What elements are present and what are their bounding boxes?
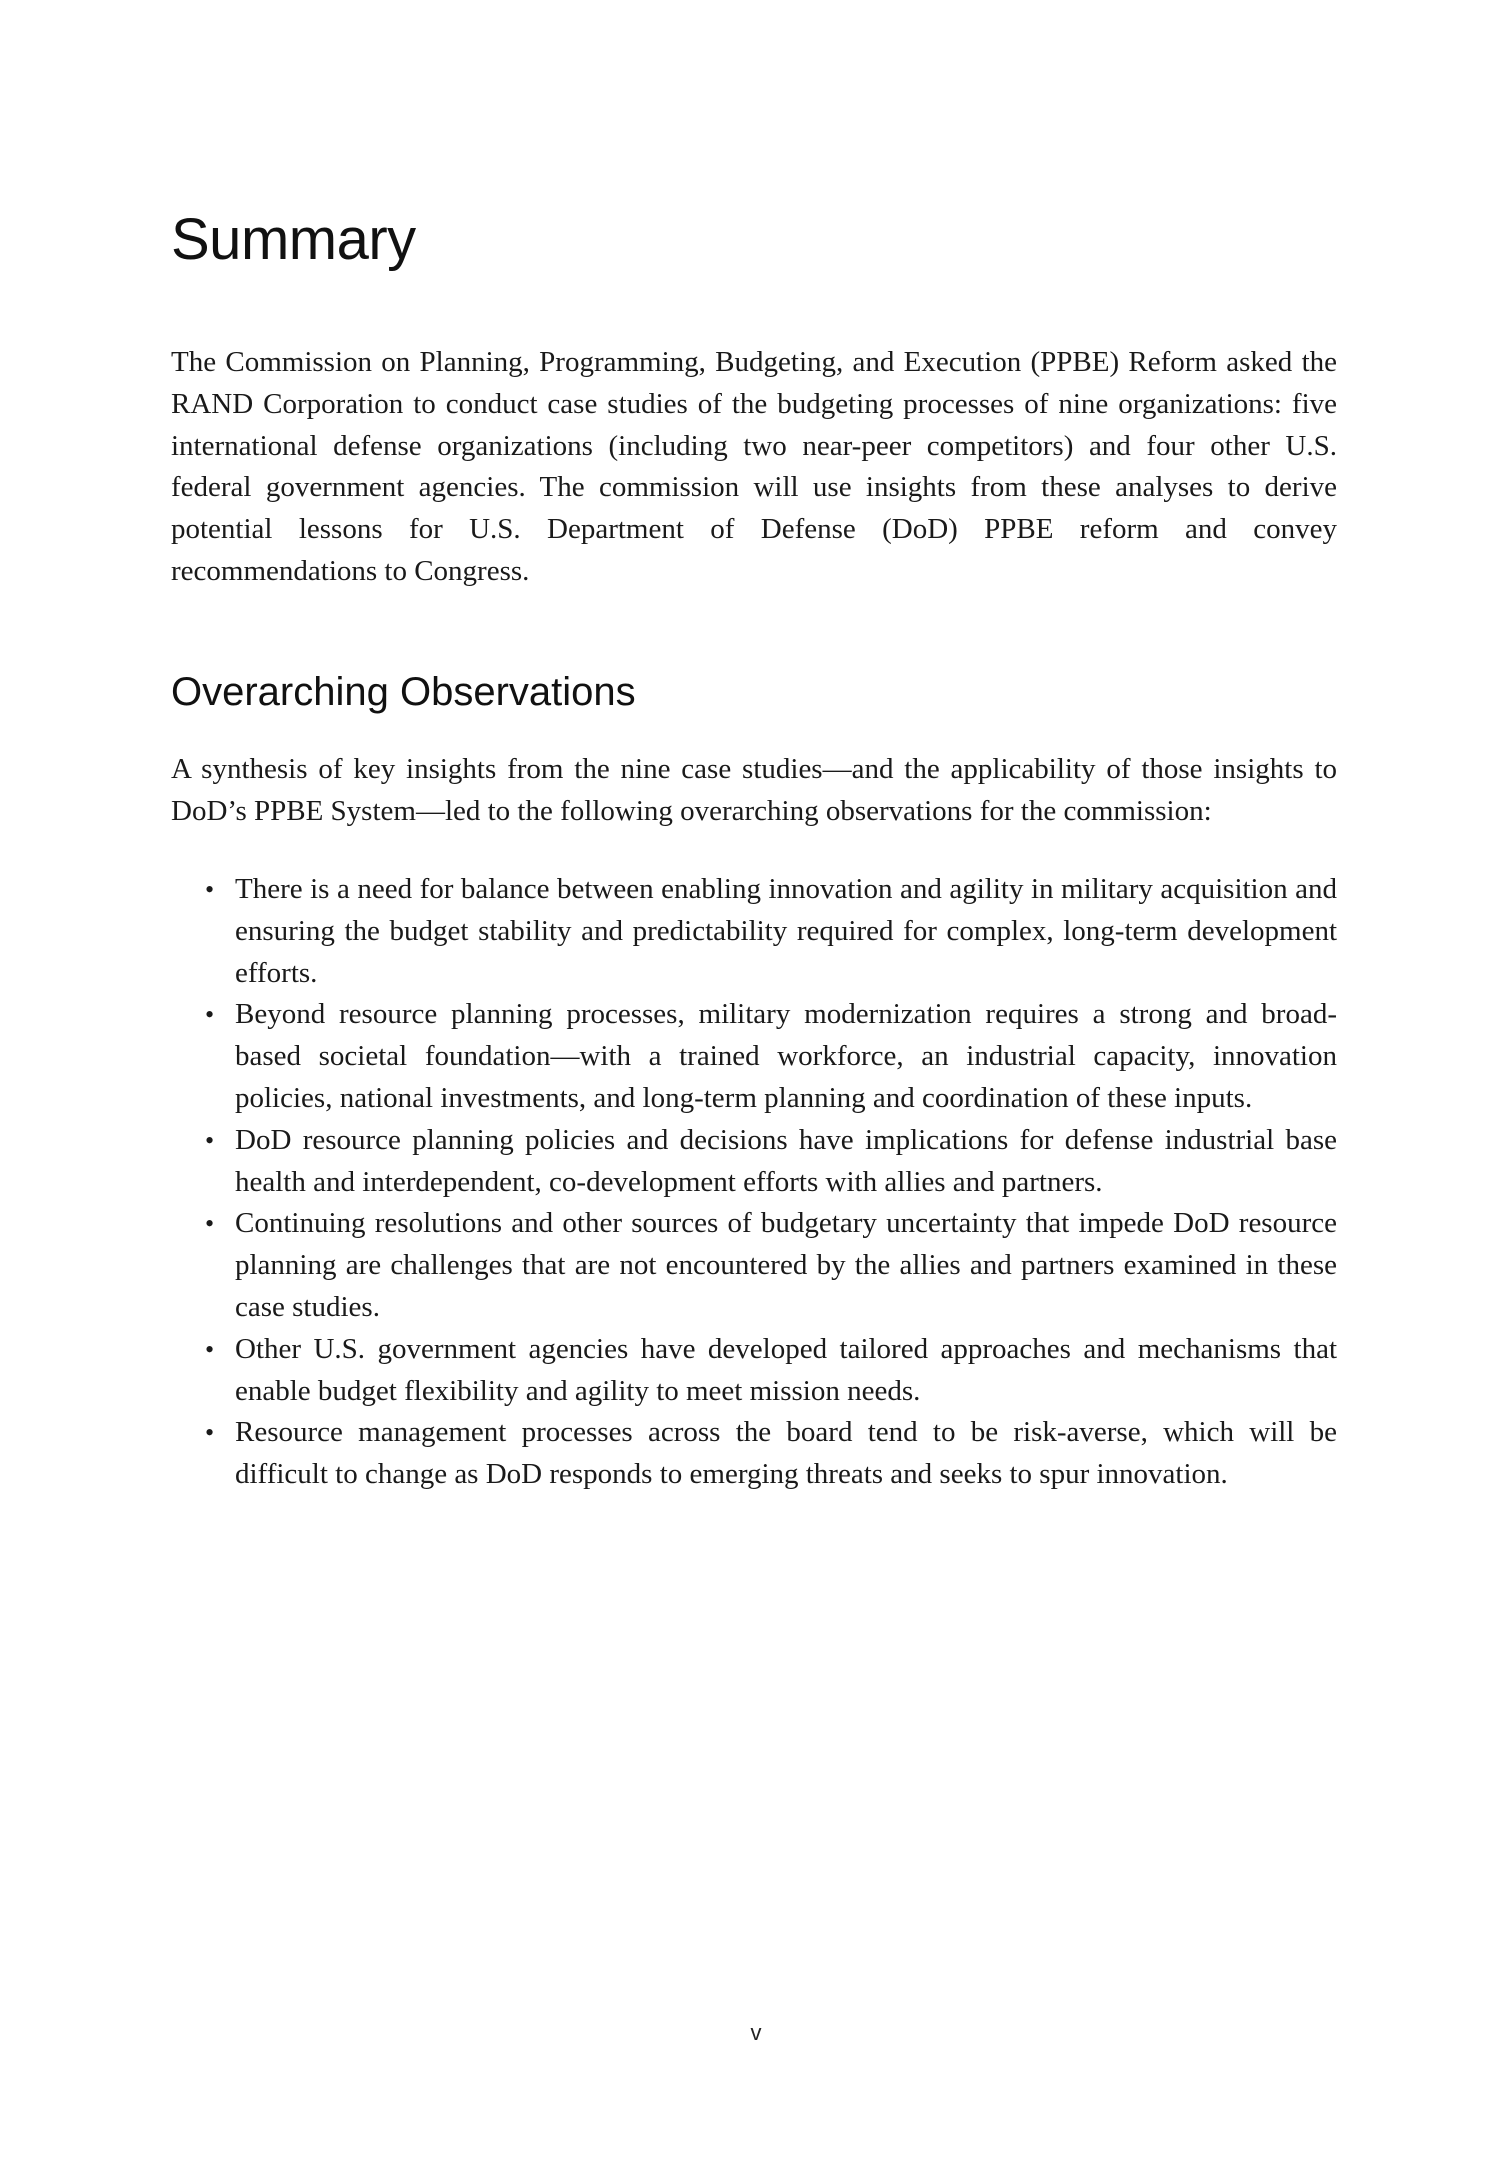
page-title: Summary bbox=[171, 207, 416, 272]
page-number: v bbox=[750, 2020, 762, 2045]
list-item bbox=[171, 994, 1337, 1119]
list-item bbox=[171, 1203, 1337, 1328]
list-item bbox=[171, 1412, 1337, 1496]
list-item bbox=[171, 1120, 1337, 1204]
observation-text: Continuing resolutions and other sources of budgetary uncertainty that impede DoD resource planning are challenges that are not encountered by the allies and partners examined in these case studies. bbox=[235, 1207, 1337, 1323]
bullet-icon: • bbox=[205, 1125, 215, 1155]
section-heading: Overarching Observations bbox=[171, 670, 636, 714]
list-item bbox=[171, 869, 1337, 994]
bullet-icon: • bbox=[205, 1418, 215, 1448]
observation-text: DoD resource planning policies and decisions have implications for defense industrial base health and interdependent, co-development efforts with allies and partners. bbox=[235, 1123, 1337, 1198]
observation-text: Beyond resource planning processes, military modernization requires a strong and broad-based societal foundation—with a trained workforce, an industrial capacity, innovation policies, national investments, and long-term planning and coordination of these inputs. bbox=[235, 998, 1337, 1114]
bullet-icon: • bbox=[205, 1000, 215, 1030]
observation-text: There is a need for balance between enabling innovation and agility in military acquisition and ensuring the budget stability and predictability required for complex, long-term development efforts. bbox=[235, 873, 1337, 989]
observation-text: Resource management processes across the board tend to be risk-averse, which will be difficult to change as DoD responds to emerging threats and seeks to spur innovation. bbox=[235, 1416, 1337, 1491]
section-lead-paragraph: A synthesis of key insights from the nine case studies—and the applicability of those insights to DoD’s PPBE System—led to the following overarching observations for the commission: bbox=[171, 753, 1337, 827]
observations-list bbox=[171, 869, 1337, 1496]
intro-paragraph: The Commission on Planning, Programming, Budgeting, and Execution (PPBE) Reform asked the RAND Corporation to conduct case studies of the budgeting processes of nine organizations: five international defense organizations (including two near-peer competitors) and four other U.S. federal government agencies. The commission will use insights from these analyses to derive potential lessons for U.S. Department of Defense (DoD) PPBE reform and convey recommendations to Congress. bbox=[171, 346, 1337, 587]
bullet-icon: • bbox=[205, 875, 215, 904]
observation-text: Other U.S. government agencies have developed tailored approaches and mechanisms that enable budget flexibility and agility to meet mission needs. bbox=[235, 1332, 1337, 1407]
bullet-icon: • bbox=[205, 1334, 215, 1364]
list-item bbox=[171, 1329, 1337, 1413]
bullet-icon: • bbox=[205, 1209, 215, 1239]
